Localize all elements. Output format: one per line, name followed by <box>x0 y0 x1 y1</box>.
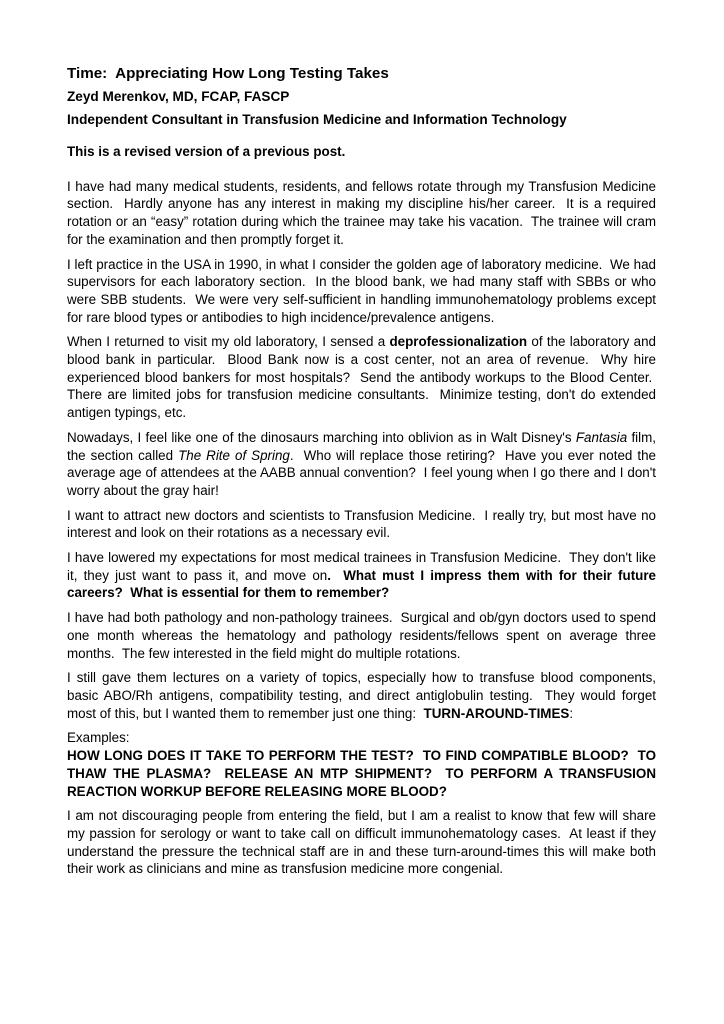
document-title: Time: Appreciating How Long Testing Takes <box>67 65 389 82</box>
paragraph <box>67 807 656 878</box>
text-run: Examples: <box>67 730 130 746</box>
paragraph <box>67 669 656 722</box>
paragraph <box>67 747 656 800</box>
text-run: I still gave them lectures on a variety of topics, especially how to transfuse blood components, basic ABO/Rh antigens, compatibility testing, and direct antiglobulin testing. They would forget most of this, but I wanted them to remember just one thing: <box>67 670 656 721</box>
document-author: Zeyd Merenkov, MD, FCAP, FASCP <box>67 89 290 104</box>
paragraph <box>67 549 656 602</box>
paragraph <box>67 507 656 542</box>
text-run: : <box>569 705 574 721</box>
paragraph <box>67 256 656 327</box>
text-run: I have lowered my expectations for most medical trainees in Transfusion Medicine. They don't like it, they just want to pass it, and move on <box>67 550 656 583</box>
text-run: Nowadays, I feel like one of the dinosaurs marching into oblivion as in Walt Disney's <box>67 429 576 445</box>
text-run: I left practice in the USA in 1990, in what I consider the golden age of laboratory medicine. We had supervisors for each laboratory section. In the blood bank, we had many staff with SBBs or who were SBB students. We were very self-sufficient in handling immunohematology problems except for rare blood types or antibodies to high incidence/prevalence antigens. <box>67 256 656 325</box>
text-run: . Who will replace those retiring? Have you ever noted the average age of attendees at the AABB annual convention? I feel young when I go there and I don't worry about the gray hair! <box>67 447 656 498</box>
italic-run: Fantasia <box>575 429 628 445</box>
text-run: I am not discouraging people from entering the field, but I am a realist to know that few will share my passion for serology or want to take call on difficult immunohematology cases. At least if they understand the pressure the technical staff are in and these turn-around-times this will make both their work as clinicians and mine as transfusion medicine more congenial. <box>67 808 656 877</box>
revision-note: This is a revised version of a previous post. <box>67 144 346 159</box>
italic-run: The Rite of Spring <box>178 447 290 463</box>
paragraph <box>67 178 656 249</box>
bold-run: HOW LONG DOES IT TAKE TO PERFORM THE TEST? TO FIND COMPATIBLE BLOOD? TO THAW THE PLASMA? RELEASE AN MTP SHIPMENT? TO PERFORM A TRANSFUSION REACTION WORKUP BEFORE RELEASING MORE BLOOD? <box>67 748 656 799</box>
paragraph <box>67 609 656 662</box>
text-run: I have had both pathology and non-pathology trainees. Surgical and ob/gyn doctors used to spend one month whereas the hematology and pathology residents/fellows spent on average three months. The few interested in the field might do multiple rotations. <box>67 610 656 661</box>
paragraph <box>67 729 656 747</box>
text-run: When I returned to visit my old laboratory, I sensed a <box>67 334 390 350</box>
text-run: I want to attract new doctors and scientists to Transfusion Medicine. I really try, but most have no interest and look on their rotations as a necessary evil. <box>67 507 656 541</box>
document-body <box>67 178 656 878</box>
bold-run: . What must I impress them with for their future careers? What is essential for them to remember? <box>67 567 656 601</box>
text-run: of the laboratory and blood bank in particular. Blood Bank now is a cost center, not an area of revenue. Why hire experienced blood bankers for most hospitals? Send the antibody workups to the Blood Center. There are limited jobs for transfusion medicine consultants. Minimize testing, don't do extended antigen typings, etc. <box>67 334 656 421</box>
document-affiliation: Independent Consultant in Transfusion Medicine and Information Technology <box>67 112 567 127</box>
paragraph <box>67 333 656 422</box>
paragraph <box>67 429 656 500</box>
bold-run: TURN-AROUND-TIMES <box>423 705 570 721</box>
bold-run: deprofessionalization <box>389 334 528 350</box>
text-run: I have had many medical students, residents, and fellows rotate through my Transfusion Medicine section. Hardly anyone has any interest in making my discipline his/her career. It is a required rotation or an “easy” rotation during which the trainee may take his vacation. The trainee will cram for the examination and then promptly forget it. <box>67 178 656 247</box>
text-run: film, the section called <box>67 429 656 463</box>
